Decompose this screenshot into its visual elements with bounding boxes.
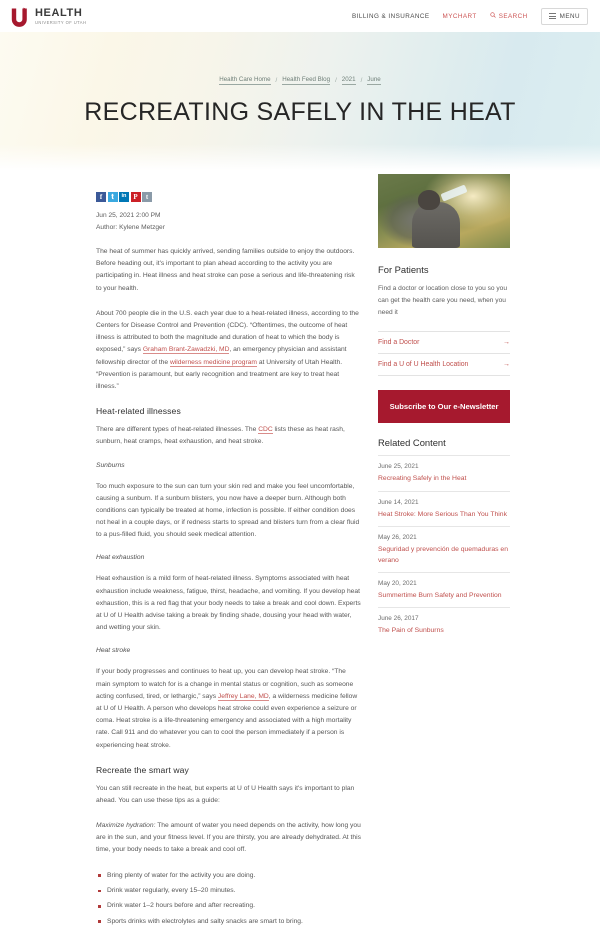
person-drinking-water-photo: [378, 174, 510, 248]
arrow-right-icon: →: [503, 360, 510, 368]
heading-sunburns: Sunburns: [96, 461, 125, 469]
article-paragraph-1: The heat of summer has quickly arrived, sending families outside to enjoy the outdoors. Before heading out, it's important to plan ahead according to the activity you are participating in. Heat illness and heat stroke can pose a serious and life-threatening risk to your health.: [96, 248, 355, 292]
link-jeffrey-lane[interactable]: Jeffrey Lane, MD: [217, 692, 269, 700]
site-logo[interactable]: [10, 7, 86, 26]
u-logo-icon: [10, 7, 29, 26]
article-paragraph-3: [96, 424, 362, 448]
article-author: Author: Kylene Metzger: [96, 223, 165, 231]
list-item: [378, 491, 510, 526]
for-patients-heading: For Patients: [378, 264, 429, 275]
logo-subtitle: UNIVERSITY OF UTAH: [35, 19, 87, 25]
twitter-share-icon[interactable]: 𝐭: [108, 192, 118, 202]
heading-recreate-smart-way: Recreate the smart way: [96, 764, 189, 775]
list-item: Sports drinks with electrolytes and salty snacks are smart to bring.: [96, 916, 362, 928]
related-date: June 26, 2017: [378, 615, 419, 623]
related-date: May 26, 2021: [378, 533, 417, 541]
menu-button[interactable]: [541, 8, 588, 25]
heading-heat-stroke: Heat stroke: [96, 647, 131, 655]
list-item: [378, 455, 510, 490]
p6-text-a: If your body progresses and continues to heat up, you can develop heat stroke. “The main symptom to watch for is a change in mental status or cognition, such as someone acting confused, tired, or lethargic,” says: [96, 668, 354, 700]
breadcrumb-separator: /: [335, 76, 337, 84]
related-title-link[interactable]: The Pain of Sunburns: [378, 627, 444, 635]
related-date: June 14, 2021: [378, 498, 419, 506]
search-icon: [490, 12, 496, 20]
breadcrumb-separator: /: [275, 76, 278, 84]
arrow-right-icon: →: [503, 338, 510, 346]
tumblr-share-icon[interactable]: t: [142, 192, 152, 202]
nav-billing-insurance[interactable]: BILLING & INSURANCE: [352, 12, 430, 20]
list-item: [378, 607, 510, 642]
hydration-tips-list: [96, 870, 362, 928]
link-wilderness-medicine-program[interactable]: wilderness medicine program: [169, 358, 257, 366]
article-paragraph-4: Too much exposure to the sun can turn your skin red and make you feel uncomfortable, causing a sunburn. If a sunburn blisters, you now have a deeper burn. Although both conditions can typically be treated at home, infection is possible. If either condition does not heal in a couple days, or if redness starts to spread and blisters turn from a clear fluid to a pus-filled fluid, you should seek medical attention.: [96, 482, 360, 539]
find-a-doctor-link[interactable]: [378, 331, 510, 353]
related-date: June 25, 2021: [378, 463, 419, 471]
linkedin-share-icon[interactable]: in: [119, 192, 129, 202]
related-title-link[interactable]: Seguridad y prevención de quemaduras en verano: [378, 545, 508, 564]
article-paragraph-7: You can still recreate in the heat, but experts at U of U Health says it's important to plan ahead. You can use these tips as a guide:: [96, 784, 355, 804]
link-graham-brant-zawadzki[interactable]: Graham Brant-Zawadzki, MD: [142, 346, 230, 354]
pinterest-share-icon[interactable]: P: [131, 192, 141, 202]
nav-search[interactable]: [490, 12, 528, 20]
heading-heat-related-illnesses: Heat-related illnesses: [96, 406, 181, 417]
list-item: Drink water regularly, every 15–20 minutes.: [96, 885, 362, 897]
nav-search-label: SEARCH: [498, 12, 528, 20]
article-meta: [96, 210, 362, 233]
page-body: [0, 170, 600, 931]
sidebar: [378, 170, 510, 643]
for-patients-text: Find a doctor or location close to you so you can get the health care you need, when you need it: [378, 285, 508, 316]
article-paragraph-5: Heat exhaustion is a mild form of heat-related illness. Symptoms associated with heat exhaustion include weakness, fatigue, thirst, headache, and vomiting. If you develop heat exhaustion, this is a red flag that your body needs to take a break and cool down. Experts at U of U Health advise taking a break by finding shade, dousing your head with water, and wetting your skin.: [96, 575, 361, 632]
article-paragraph-8: [96, 820, 362, 857]
article-content: [96, 170, 362, 931]
related-title-link[interactable]: Recreating Safely in the Heat: [378, 475, 467, 483]
header-nav: [352, 8, 588, 25]
hero-banner: [0, 32, 600, 170]
related-title-link[interactable]: Summertime Burn Safety and Prevention: [378, 592, 502, 600]
p2-text-a: About 700 people die in the U.S. each year due to a heat-related illness, according to the Centers for Disease Control and Prevention (CDC). “Oftentimes, the outcome of heat illness is attributed to both the magnitude and duration of heat to which the body is exposed,” says: [96, 309, 359, 354]
social-share-bar: [96, 192, 362, 202]
facebook-share-icon[interactable]: f: [96, 192, 106, 202]
link-cdc[interactable]: CDC: [258, 426, 273, 434]
p2-text-b: , an emergency physician and assistant fellowship director of the: [96, 346, 347, 366]
breadcrumb-item-2021[interactable]: 2021: [341, 75, 356, 83]
maximize-hydration-label: Maximize hydration:: [96, 822, 156, 830]
related-title-link[interactable]: Heat Stroke: More Serious Than You Think: [378, 510, 507, 518]
breadcrumb-item-health-care-home[interactable]: Health Care Home: [219, 75, 271, 83]
list-item: Bring plenty of water for the activity you are doing.: [96, 870, 362, 882]
related-date: May 20, 2021: [378, 580, 417, 588]
breadcrumb: [219, 76, 380, 85]
subscribe-newsletter-button[interactable]: Subscribe to Our e-Newsletter: [378, 390, 510, 424]
related-content-heading: Related Content: [378, 437, 446, 449]
article-date: Jun 25, 2021 2:00 PM: [96, 212, 161, 219]
site-header: [0, 0, 600, 32]
breadcrumb-item-health-feed-blog[interactable]: Health Feed Blog: [282, 75, 331, 83]
find-a-doctor-label: Find a Doctor: [378, 338, 420, 346]
logo-title: HEALTH: [35, 7, 83, 20]
article-paragraph-2: [96, 308, 362, 393]
p2-text-c: at University of Utah Health. “Prevention is paramount, but early recognition and treatment are key to treat heat illness.”: [96, 358, 343, 390]
list-item: Drink water 1–2 hours before and after recreating.: [96, 900, 362, 912]
p8-text: The amount of water you need depends on the activity, how long you are in the sun, and your fitness level. If you are thirsty, you are already dehydrated. At this time, your body needs to take a break and cool off.: [96, 822, 361, 854]
heading-heat-exhaustion: Heat exhaustion: [96, 554, 145, 562]
find-location-link[interactable]: [378, 353, 510, 376]
p3-text-b: lists these as heat rash, sunburn, heat cramps, heat exhaustion, and heat stroke.: [96, 426, 345, 446]
nav-mychart[interactable]: MYCHART: [442, 12, 477, 20]
find-location-label: Find a U of U Health Location: [378, 360, 469, 368]
hamburger-icon: [549, 13, 556, 19]
breadcrumb-item-june[interactable]: June: [367, 75, 381, 83]
article-paragraph-6: [96, 666, 362, 751]
p3-text-a: There are different types of heat-related illnesses. The: [96, 426, 259, 434]
list-item: [378, 572, 510, 607]
page-title: RECREATING SAFELY IN THE HEAT: [84, 97, 516, 126]
menu-button-label: MENU: [559, 12, 580, 20]
list-item: [378, 526, 510, 572]
p6-text-b: , a wilderness medicine fellow at U of U Health. A person who develops heat stroke could even experience a seizure or coma. Heat stroke is a life-threatening emergency and associated with a high mortality rate. Call 911 and do whatever you can to cool the person immediately if a person is experiencing heat stroke.: [96, 692, 358, 749]
breadcrumb-separator: /: [360, 76, 363, 84]
